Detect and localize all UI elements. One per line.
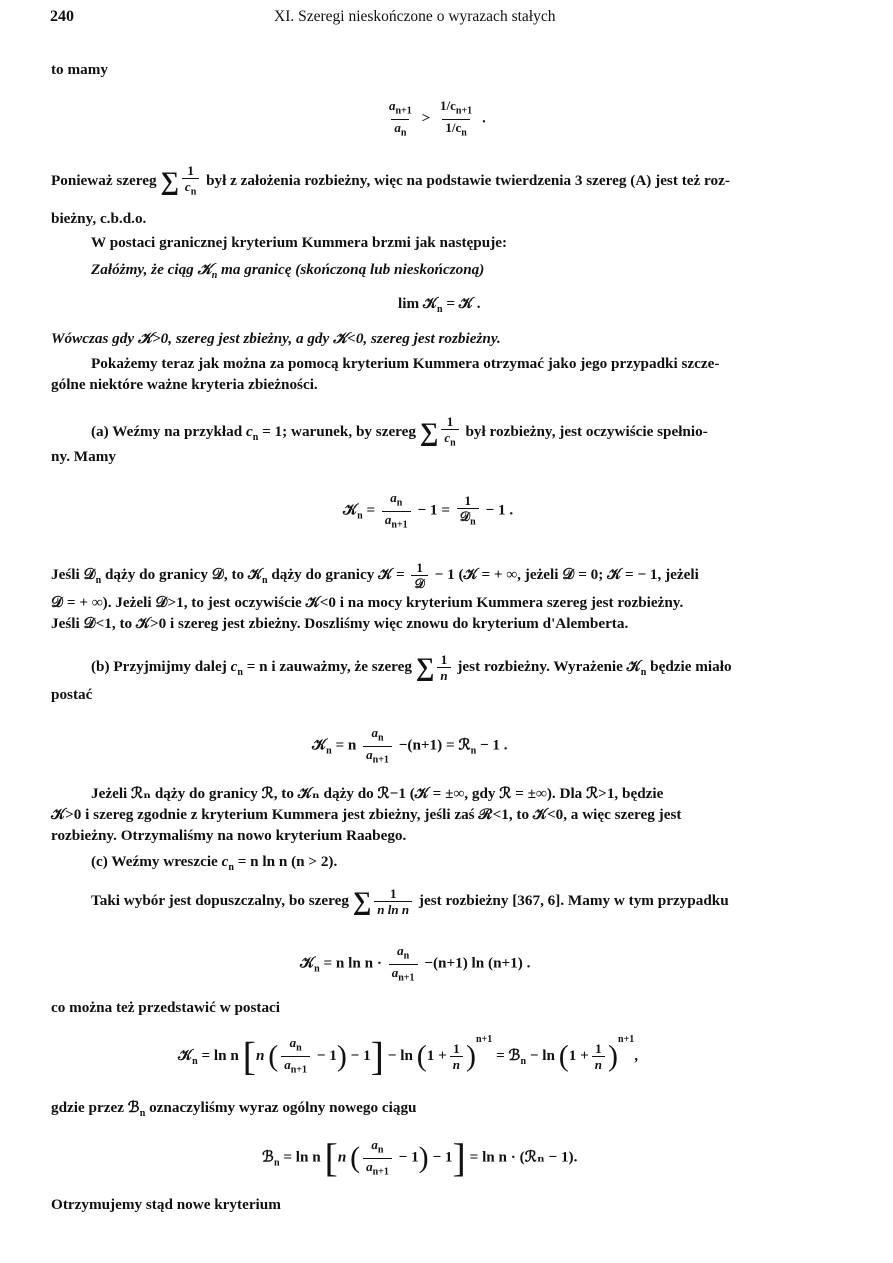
paragraph-w-postaci: W postaci granicznej kryterium Kummera brzmi jak następuje: xyxy=(91,234,508,251)
paragraph-jezeli-line2: 𝒦>0 i szereg zgodnie z kryterium Kummera jest zbieżny, jeśli zaś ℛ<1, to 𝒦<0, a więc szereg jest xyxy=(51,806,682,823)
paragraph-jesli-line2: 𝒟 = + ∞). Jeżeli 𝒟>1, to jest oczywiście 𝒦<0 i na mocy kryterium Kummera szereg jest rozbieżny. xyxy=(51,594,684,611)
page-number: 240 xyxy=(50,8,74,25)
paragraph-taki: Taki wybór jest dopuszczalny, bo szereg ∑ $\frac{1}{\text{n ln n}}$ jest rozbieżny [367, 6]. Mamy w tym przypadku xyxy=(91,886,729,917)
paragraph-case-a-end: ny. Mamy xyxy=(51,448,116,465)
paragraph-case-b: (b) Przyjmijmy dalej $c_n = n$ i zauważmy, że szereg ∑ $\frac{1}{n}$ jest rozbieżny. Wyrażenie 𝒦$_n$ będzie miało xyxy=(91,652,732,683)
paragraph-wowczas: Wówczas gdy 𝒦>0, szereg jest zbieżny, a gdy 𝒦<0, szereg jest rozbieżny. xyxy=(51,330,501,347)
running-title: XI. Szeregi nieskończone o wyrazach stałych xyxy=(274,8,556,25)
paragraph-jezeli-line3: rozbieżny. Otrzymaliśmy na nowo kryterium Raabego. xyxy=(51,827,407,844)
paragraph-case-a: (a) Weźmy na przykład $c_n = 1$; warunek, by szereg ∑ $\frac{1}{c_n}$ był rozbieżny, jest oczywiście spełnio- xyxy=(91,414,708,449)
paragraph-jesli-line1: Jeśli 𝒟$_n$ dąży do granicy 𝒟, to 𝒦$_n$ dąży do granicy 𝒦 = $\frac{1}{\text{𝒟}}$ − 1 (𝒦 = + ∞, jeżeli 𝒟 = 0; 𝒦 = − 1, jeżeli xyxy=(51,560,699,591)
paragraph-jesli-line3: Jeśli 𝒟<1, to 𝒦>0 i szereg jest zbieżny. Doszliśmy więc znowu do kryterium d'Alemberta. xyxy=(51,615,629,632)
equation-kummer-a: 𝒦$_n$ = $\frac{a_n}{a_{n+1}}$ − 1 = $\frac{1}{𝒟_n}$ − 1 . xyxy=(343,490,514,531)
equation-kummer-c2: 𝒦$_n$ = ln n [n ( $\frac{a_n}{a_{n+1}}$ − 1) − 1] − ln (1 + $\frac{1}{n}$ )$^{n+1}$ = ℬ$_n$ − ln (1 + $\frac{1}{n}$ )$^{n+1}$, xyxy=(178,1033,639,1079)
paragraph-pokazemy-line2: gólne niektóre ważne kryteria zbieżności. xyxy=(51,376,318,393)
paragraph-jezeli-line1: Jeżeli ℛₙ dąży do granicy ℛ, to 𝒦ₙ dąży do ℛ−1 (𝒦 = ±∞, gdy ℛ = ±∞). Dla ℛ>1, będzie xyxy=(91,785,664,802)
paragraph-otrzymujemy: Otrzymujemy stąd nowe kryterium xyxy=(51,1196,281,1213)
paragraph-pokazemy-line1: Pokażemy teraz jak można za pomocą kryterium Kummera otrzymać jako jego przypadki szcze- xyxy=(91,355,720,372)
paragraph-case-c: (c) Weźmy wreszcie $c_n = n$ ln n (n > 2). xyxy=(91,853,338,874)
paragraph-biezny: bieżny, c.b.d.o. xyxy=(51,210,147,227)
equation-limit: lim 𝒦$_n$ = 𝒦 . xyxy=(398,295,481,316)
equation-kummer-b: 𝒦$_n$ = n $\frac{a_n}{a_{n+1}}$ −(n+1) = ℛ$_n$ − 1 . xyxy=(312,725,508,766)
paragraph-poniewaz: Ponieważ szereg ∑ $\frac{1}{c_n}$ był z założenia rozbieżny, więc na podstawie twierdzenia 3 szereg (A) jest też roz- xyxy=(51,163,730,198)
paragraph-zalozmy: Załóżmy, że ciąg 𝒦$_n$ ma granicę (skończoną lub nieskończoną) xyxy=(91,261,485,282)
equation-ratio-inequality: $\frac{a_{n+1}}{a_n}$ > $\frac{1/c_{n+1}}{1/c_n}$ . xyxy=(389,98,486,139)
equation-kummer-c3: ℬ$_n$ = ln n [n ( $\frac{a_n}{a_{n+1}}$ − 1) − 1] = ln n · (ℛₙ − 1). xyxy=(262,1135,578,1181)
paragraph-gdzie: gdzie przez ℬ$_n$ oznaczyliśmy wyraz ogólny nowego ciągu xyxy=(51,1099,417,1120)
equation-kummer-c1: 𝒦$_n$ = n ln n · $\frac{a_n}{a_{n+1}}$ −(n+1) ln (n+1) . xyxy=(300,943,531,984)
paragraph-to-mamy: to mamy xyxy=(51,61,108,78)
paragraph-co-mozna: co można też przedstawić w postaci xyxy=(51,999,281,1016)
paragraph-case-b-end: postać xyxy=(51,686,93,703)
